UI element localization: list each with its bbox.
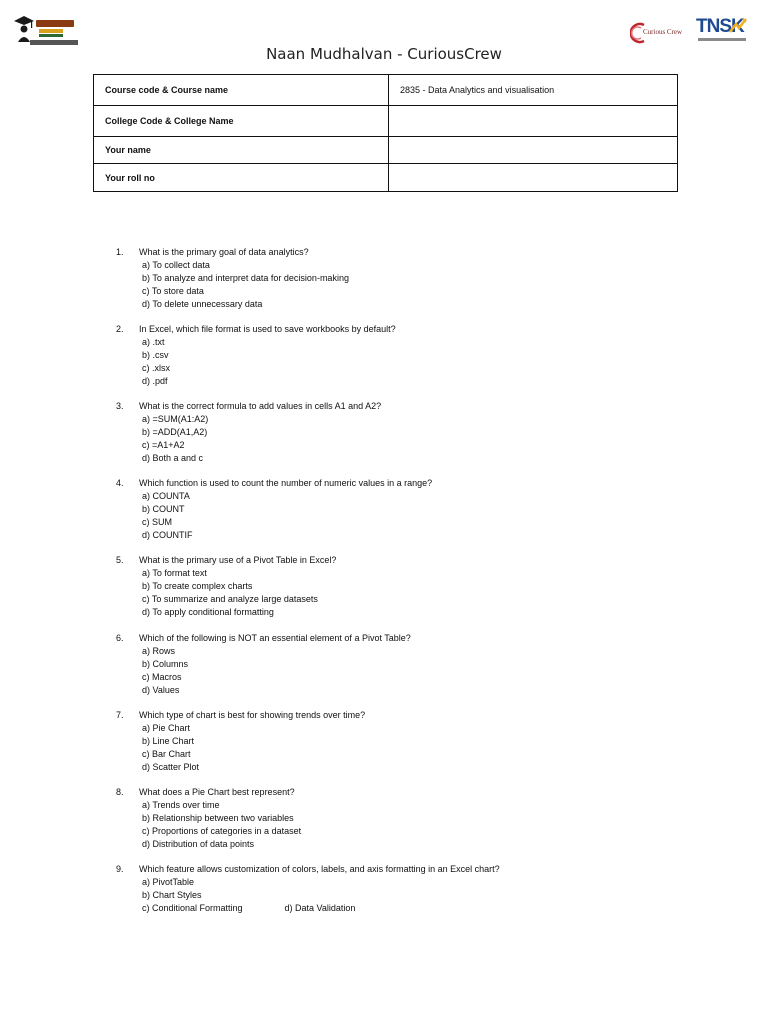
- question-number: 2.: [116, 324, 124, 334]
- answer-option[interactable]: b) Line Chart: [142, 735, 195, 746]
- answer-option[interactable]: c) To summarize and analyze large datasets: [142, 593, 318, 604]
- option-list: [142, 259, 702, 311]
- question-text: What does a Pie Chart best represent?: [139, 787, 295, 797]
- question-number: 1.: [116, 247, 124, 257]
- question-text: Which function is used to count the number of numeric values in a range?: [139, 478, 433, 488]
- answer-option-row: [142, 902, 702, 915]
- option-list: [142, 413, 702, 465]
- rising-arrow-icon: [729, 18, 747, 34]
- college-label: College Code & College Name: [94, 106, 389, 137]
- student-info-table: [93, 74, 678, 192]
- answer-option[interactable]: a) =SUM(A1:A2): [142, 414, 209, 424]
- answer-option[interactable]: b) To create complex charts: [142, 580, 253, 591]
- table-row: [94, 75, 678, 106]
- answer-option[interactable]: b) COUNT: [142, 503, 185, 514]
- college-value-field[interactable]: [389, 106, 678, 137]
- answer-option[interactable]: a) Pie Chart: [142, 723, 191, 733]
- name-label: Your name: [94, 137, 389, 164]
- roll-no-value-field[interactable]: [389, 164, 678, 192]
- name-value-field[interactable]: [389, 137, 678, 164]
- answer-option[interactable]: c) Macros: [142, 671, 182, 682]
- course-value: 2835 - Data Analytics and visualisation: [389, 75, 678, 106]
- answer-option[interactable]: c) .xlsx: [142, 362, 170, 373]
- question-number: 8.: [116, 787, 124, 797]
- option-list: [142, 645, 702, 697]
- table-row: [94, 106, 678, 137]
- answer-option[interactable]: d) Distribution of data points: [142, 838, 255, 849]
- question-text: Which of the following is NOT an essential element of a Pivot Table?: [139, 633, 411, 643]
- question-number: 7.: [116, 710, 124, 720]
- question-text: What is the correct formula to add values in cells A1 and A2?: [139, 401, 382, 411]
- answer-option[interactable]: a) Rows: [142, 646, 176, 656]
- roll-no-label: Your roll no: [94, 164, 389, 192]
- answer-option[interactable]: b) Columns: [142, 658, 189, 669]
- answer-option[interactable]: c) Conditional Formatting: [142, 902, 243, 913]
- question-text: In Excel, which file format is used to save workbooks by default?: [139, 324, 396, 334]
- option-list: [142, 567, 702, 619]
- option-list: [142, 876, 702, 915]
- course-label: Course code & Course name: [94, 75, 389, 106]
- option-list: [142, 799, 702, 851]
- answer-option[interactable]: d) COUNTIF: [142, 529, 193, 540]
- question-number: 6.: [116, 633, 124, 643]
- answer-option[interactable]: b) Relationship between two variables: [142, 812, 294, 823]
- answer-option[interactable]: a) COUNTA: [142, 491, 190, 501]
- answer-option[interactable]: d) To delete unnecessary data: [142, 298, 263, 309]
- curious-crew-logo: [630, 20, 688, 46]
- option-list: [142, 722, 702, 774]
- answer-option[interactable]: b) To analyze and interpret data for decision-making: [142, 272, 349, 283]
- answer-option[interactable]: d) Values: [142, 684, 180, 695]
- question-number: 5.: [116, 555, 124, 565]
- answer-option[interactable]: a) To format text: [142, 568, 207, 578]
- option-list: [142, 336, 702, 388]
- answer-option[interactable]: c) =A1+A2: [142, 439, 185, 450]
- question-number: 9.: [116, 864, 124, 874]
- answer-option[interactable]: a) PivotTable: [142, 877, 195, 887]
- answer-option[interactable]: c) Bar Chart: [142, 748, 191, 759]
- tnsk-tagline-graphic: [698, 38, 746, 42]
- answer-option[interactable]: a) To collect data: [142, 260, 210, 270]
- table-row: [94, 164, 678, 192]
- page-title: Naan Mudhalvan - CuriousCrew: [266, 45, 502, 63]
- question-text: What is the primary use of a Pivot Table in Excel?: [139, 555, 337, 565]
- table-row: [94, 137, 678, 164]
- answer-option[interactable]: a) .txt: [142, 337, 165, 347]
- answer-option[interactable]: b) =ADD(A1,A2): [142, 426, 208, 437]
- question-number: 3.: [116, 401, 124, 411]
- option-list: [142, 490, 702, 542]
- answer-option[interactable]: d) To apply conditional formatting: [142, 606, 274, 617]
- answer-option[interactable]: c) SUM: [142, 516, 172, 527]
- answer-option[interactable]: b) .csv: [142, 349, 169, 360]
- answer-option[interactable]: b) Chart Styles: [142, 889, 202, 900]
- question-text: Which type of chart is best for showing trends over time?: [139, 710, 366, 720]
- answer-option[interactable]: c) Proportions of categories in a dataset: [142, 825, 302, 836]
- answer-option[interactable]: a) Trends over time: [142, 800, 220, 810]
- question-text: Which feature allows customization of colors, labels, and axis formatting in an Excel chart?: [139, 864, 500, 874]
- answer-option[interactable]: d) .pdf: [142, 375, 168, 386]
- curious-crew-wordmark: Curious Crew: [643, 28, 683, 36]
- answer-option[interactable]: d) Data Validation: [284, 902, 356, 913]
- answer-option[interactable]: c) To store data: [142, 285, 204, 296]
- tnsk-wordmark: TNSK: [696, 16, 744, 37]
- tnsk-logo: [696, 16, 752, 48]
- question-text: What is the primary goal of data analytics?: [139, 247, 309, 257]
- question-number: 4.: [116, 478, 124, 488]
- answer-option[interactable]: d) Scatter Plot: [142, 761, 200, 772]
- answer-option[interactable]: d) Both a and c: [142, 452, 204, 463]
